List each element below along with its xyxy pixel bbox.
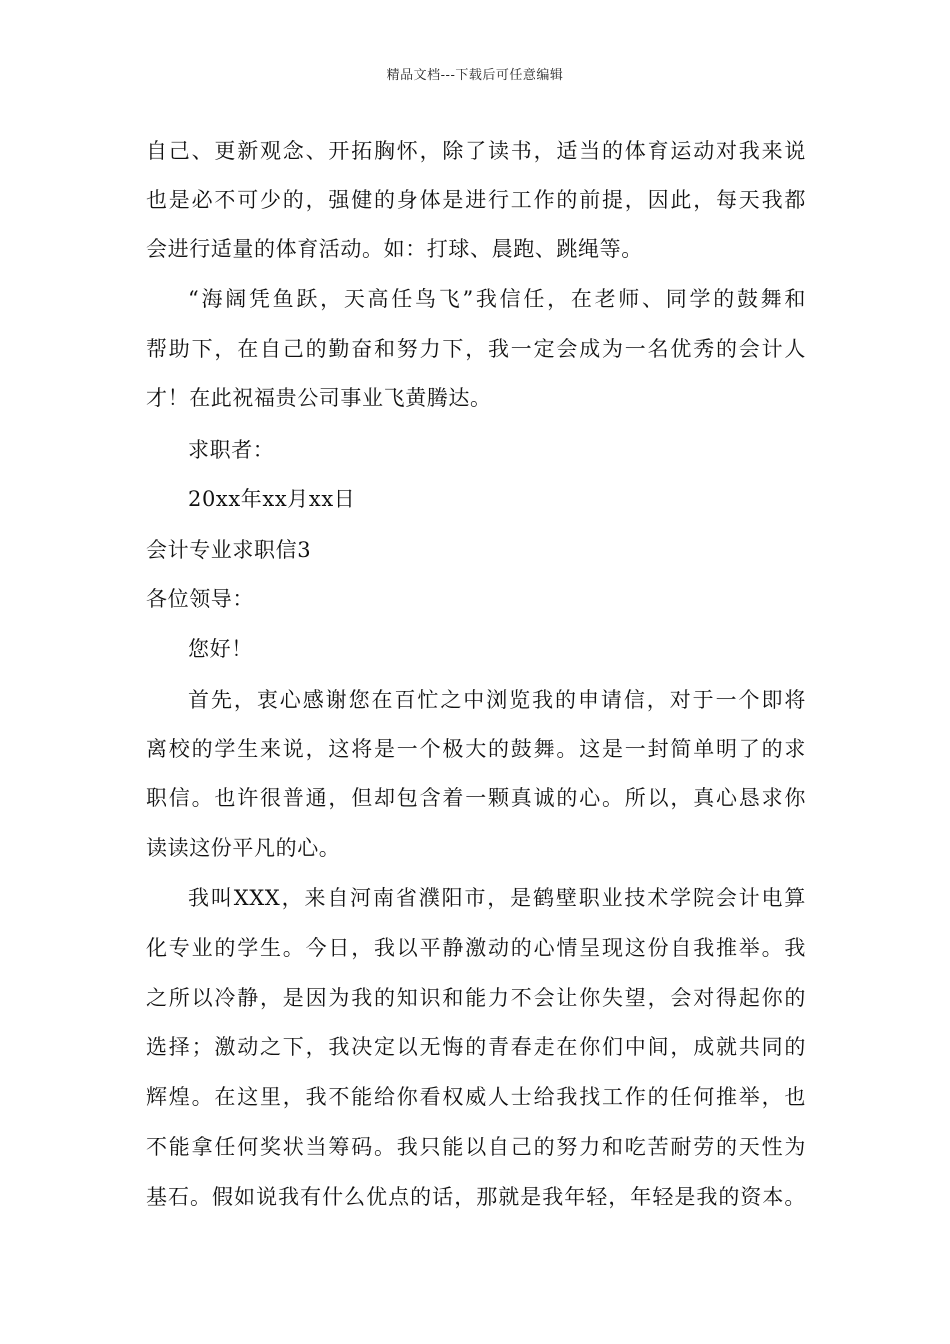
text-line: 才！在此祝福贵公司事业飞黄腾达。 xyxy=(146,386,492,410)
text-line: 也是必不可少的，强健的身体是进行工作的前提，因此，每天我都 xyxy=(146,188,806,212)
text-line: 自己、更新观念、开拓胸怀，除了读书，适当的体育运动对我来说 xyxy=(146,139,806,163)
text-line: 离校的学生来说，这将是一个极大的鼓舞。这是一封简单明了的求 xyxy=(146,737,806,761)
text-line: 化专业的学生。今日，我以平静激动的心情呈现这份自我推举。我 xyxy=(146,936,806,960)
date-line: 20xx年xx月xx日 xyxy=(188,487,356,511)
text-line: 基石。假如说我有什么优点的话，那就是我年轻，年轻是我的资本。 xyxy=(146,1185,806,1209)
salutation: 各位领导： xyxy=(146,587,254,611)
text-line: 首先，衷心感谢您在百忙之中浏览我的申请信，对于一个即将 xyxy=(188,688,806,712)
text-line: 辉煌。在这里，我不能给你看权威人士给我找工作的任何推举，也 xyxy=(146,1085,806,1109)
text-line: 帮助下，在自己的勤奋和努力下，我一定会成为一名优秀的会计人 xyxy=(146,337,806,361)
text-line: 选择；激动之下，我决定以无悔的青春走在你们中间，成就共同的 xyxy=(146,1035,806,1059)
text-line: 读读这份平凡的心。 xyxy=(146,836,341,860)
text-line: 我叫XXX，来自河南省濮阳市，是鹤壁职业技术学院会计电算 xyxy=(188,886,806,910)
greeting: 您好！ xyxy=(188,637,253,661)
section-title: 会计专业求职信3 xyxy=(146,538,312,562)
text-line: 之所以冷静，是因为我的知识和能力不会让你失望，会对得起你的 xyxy=(146,986,806,1010)
text-line: “海阔凭鱼跃，天高任鸟飞”我信任，在老师、同学的鼓舞和 xyxy=(188,287,806,311)
page-header-note: 精品文档---下载后可任意编辑 xyxy=(386,68,564,83)
text-line: 会进行适量的体育活动。如：打球、晨跑、跳绳等。 xyxy=(146,237,643,261)
text-line: 不能拿任何奖状当筹码。我只能以自己的努力和吃苦耐劳的天性为 xyxy=(146,1135,806,1159)
applicant-label: 求职者： xyxy=(188,438,275,462)
text-line: 职信。也许很普通，但却包含着一颗真诚的心。所以，真心恳求你 xyxy=(146,786,806,810)
